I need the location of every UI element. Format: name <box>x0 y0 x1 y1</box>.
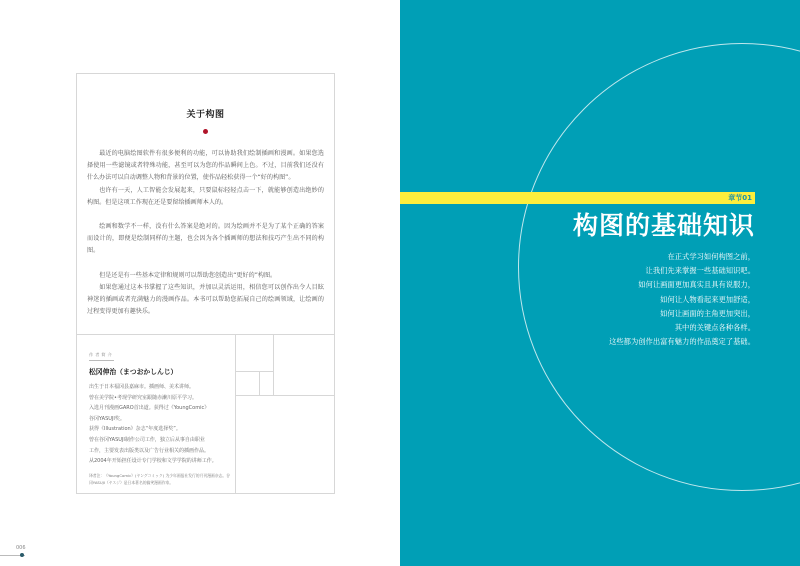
chapter-intro <box>609 250 755 349</box>
chapter-band <box>400 192 755 204</box>
author-bio-line: 曾在谷冈YASUJI制作公司工作，独立后从事自由职业 <box>89 436 205 443</box>
intro-line: 让我们先来掌握一些基础知识吧。 <box>645 266 755 276</box>
grid-divider-vertical <box>235 334 236 494</box>
grid-divider-vertical <box>273 334 274 395</box>
article-title: 关于构图 <box>186 110 225 120</box>
article-body <box>87 148 324 318</box>
intro-line: 如何让画面更加真实且具有说服力， <box>638 280 755 290</box>
author-bio-line: 获得《Illustration》杂志“年度选择奖”。 <box>89 426 181 433</box>
grid-divider-horizontal <box>235 371 273 372</box>
grid-divider-horizontal <box>235 395 335 396</box>
author-intro <box>89 341 231 487</box>
right-page <box>400 0 800 566</box>
author-bio-line: 曾在美学院•考现学研究室跟随赤濑川原平学习。 <box>89 394 197 401</box>
page-number-dot-icon <box>20 553 24 557</box>
accent-dot-icon <box>203 129 208 134</box>
intro-line: 如何让画面的主角更加突出， <box>660 308 755 318</box>
intro-line: 其中的关键点各种各样。 <box>674 323 755 333</box>
intro-line: 这些都为创作出富有魅力的作品奠定了基础。 <box>609 337 755 347</box>
article-paragraph: 但是还是有一些基本定律和规则可以帮助您创造出“更好的”构图。 <box>99 271 277 279</box>
author-bio-line: 谷冈YASUJI奖。 <box>89 415 125 422</box>
grid-divider-vertical <box>259 371 260 395</box>
author-label: 作者简介 <box>89 352 114 361</box>
translator-note: 译者注：《YoungComic》(ヤングコミック) 为少年画报社发行的月刊漫画杂志。谷冈YASUJI（ヤスジ）是日本著名的搞笑漫画作家。 <box>89 472 230 486</box>
article-paragraph: 绘画和数学不一样，没有什么答案是绝对的。因为绘画并不是为了某个正确的答案而设计的，即便是绘制同样的主题，也会因为各个插画师的想法和技巧产生出不同的构图。 <box>87 223 324 255</box>
article-paragraph: 也许有一天，人工智能会发展起来，只要鼠标轻轻点击一下，就能够创造出绝妙的构图。但是这项工作现在还是要留给插画师本人的。 <box>87 186 324 206</box>
page-number: 006 <box>16 545 26 551</box>
author-bio-line: 从2004年开始担任设计专门学校和文学学院的讲师工作。 <box>89 458 217 465</box>
chapter-title: 构图的基础知识 <box>572 211 755 240</box>
author-bio-line: 工作，主要发表出版类以及广告行业相关的插画作品。 <box>89 447 210 454</box>
author-bio-line: 入选月刊漫画GARO首出道。获得过《YoungComic》 <box>89 405 210 412</box>
intro-line: 在正式学习如何构图之前， <box>667 252 755 261</box>
article-paragraph: 如果您通过这本书掌握了这些知识，并加以灵活运用，相信您可以创作出令人目眩神迷的插画或者充满魅力的漫画作品。本书可以帮助您拓展自己的绘画领域，让绘画的过程变得更加有趣快乐。 <box>87 283 324 316</box>
grid-divider-horizontal <box>76 334 335 335</box>
author-name: 松冈伸治（まつおかしんじ） <box>89 368 178 376</box>
article-paragraph: 最近的电脑绘图软件有很多便利的功能，可以协助我们绘制插画和漫画。如果您选择使用一些滤镜或者特殊功能，甚至可以为您的作品瞬间上色。不过，目前我们还没有什么办法可以自动调整人物和背景的位置，使作品轻松获得一个“好的构图”。 <box>87 150 324 182</box>
author-bio <box>89 382 231 467</box>
chapter-label: 章节01 <box>728 194 752 202</box>
intro-line: 如何让人物看起来更加舒适， <box>660 294 755 304</box>
author-bio-line: 出生于日本福冈县嘉麻市。插画师、美术讲师。 <box>89 384 195 390</box>
